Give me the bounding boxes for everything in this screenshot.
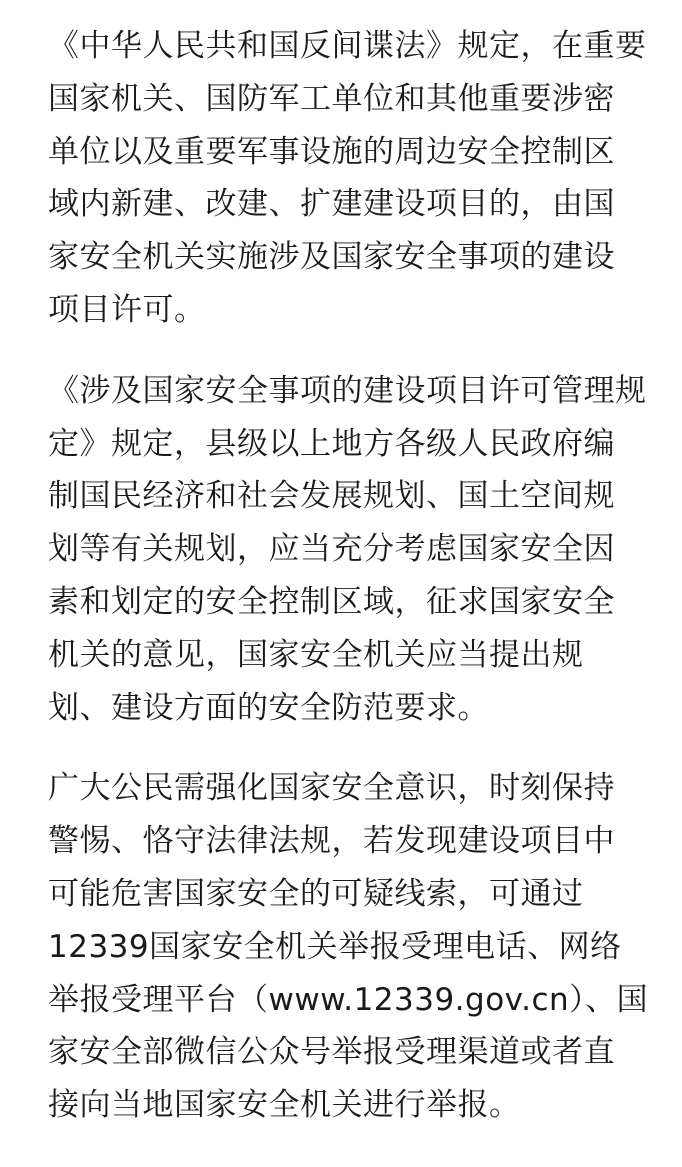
text-line: 国家机关、国防军工单位和其他重要涉密 [48,80,615,117]
text-line: 警惕、恪守法律法规，若发现建设项目中 [48,823,615,860]
text-line: 划、建设方面的安全防范要求。 [48,689,489,726]
text-line: 定》规定，县级以上地方各级人民政府编 [48,425,615,462]
text-line: 制国民经济和社会发展规划、国土空间规 [48,478,615,515]
paragraph-counter-espionage-law [48,20,647,337]
text-line: 单位以及重要军事设施的周边安全控制区 [48,133,615,170]
text-line: 域内新建、改建、扩建建设项目的，由国 [48,186,615,223]
text-line: 家安全部微信公众号举报受理渠道或者直 [48,1034,615,1071]
text-line: 《中华人民共和国反间谍法》规定，在重要 [48,28,647,64]
text-line: 机关的意见，国家安全机关应当提出规 [48,636,584,673]
paragraph-project-permit-rules [48,365,647,735]
text-line: 可能危害国家安全的可疑线索，可通过 [48,875,584,912]
text-line: 项目许可。 [48,291,206,328]
text-line: 广大公民需强化国家安全意识，时刻保持 [48,770,615,807]
text-line: 12339国家安全机关举报受理电话、网络 [48,928,622,965]
paragraph-reporting-channels [48,762,649,1132]
text-line: 接向当地国家安全机关进行举报。 [48,1087,521,1124]
text-line: 划等有关规划，应当充分考虑国家安全因 [48,531,615,568]
text-line: 举报受理平台（www.12339.gov.cn）、国 [48,981,649,1018]
text-line: 家安全机关实施涉及国家安全事项的建设 [48,239,615,276]
text-line: 《涉及国家安全事项的建设项目许可管理规 [48,372,647,409]
article-body [48,20,649,1132]
text-line: 素和划定的安全控制区域，征求国家安全 [48,583,615,620]
